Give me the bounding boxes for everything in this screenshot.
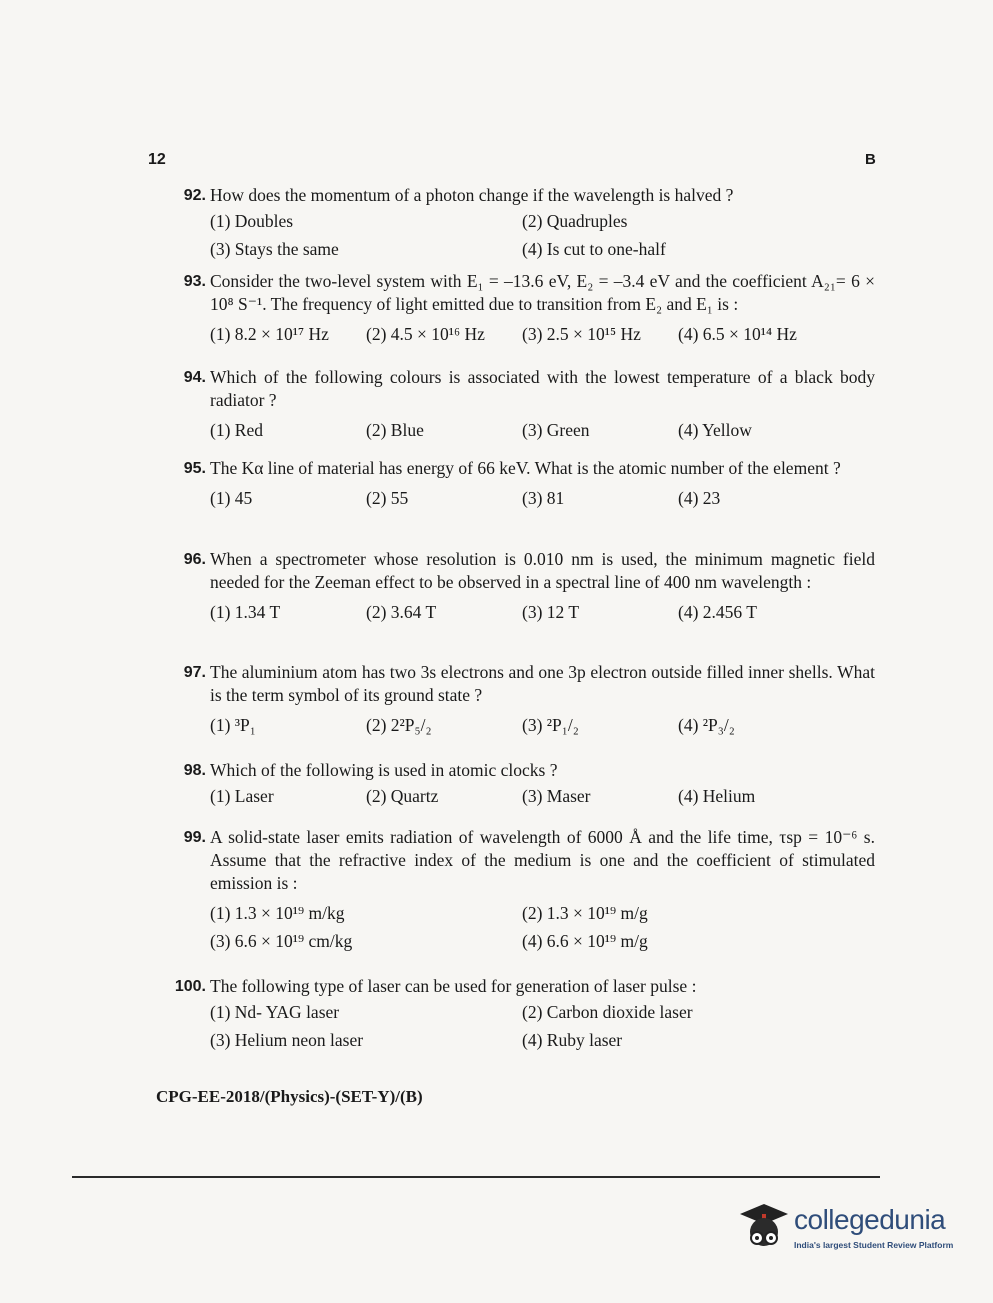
footer-rule: [72, 1176, 880, 1178]
question-98: [160, 759, 875, 810]
options: [210, 207, 875, 263]
option-3: (3) Helium neon laser: [210, 1030, 364, 1050]
question-text: Which of the following colours is associated with the lowest temperature of a black body radiator ?: [210, 367, 875, 410]
options: [210, 484, 875, 512]
question-text: The following type of laser can be used for generation of laser pulse :: [210, 976, 697, 996]
option-1: (1) 1.34 T: [210, 602, 281, 622]
option-2: (2) 3.64 T: [366, 602, 437, 622]
option-3: (3) Stays the same: [210, 239, 339, 259]
question-95: [160, 457, 875, 512]
option-2: (2) 55: [366, 488, 409, 508]
question-text: A solid-state laser emits radiation of wavelength of 6000 Å and the life time, τsp = 10⁻⁶ s. Assume that the refractive index of the medium is one and the coefficient of stimulated emission is :: [210, 827, 875, 893]
options: [210, 782, 875, 810]
question-text: Which of the following is used in atomic clocks ?: [210, 760, 558, 780]
question-97: [160, 661, 875, 739]
question-number: 98.: [183, 762, 206, 779]
question-number: 94.: [183, 369, 206, 386]
options: [210, 598, 875, 626]
option-2: (2) Carbon dioxide laser: [522, 1002, 693, 1022]
collegedunia-watermark: [736, 1198, 966, 1258]
question-number: 95.: [183, 460, 206, 477]
options: [210, 416, 875, 444]
option-4: (4) 6.6 × 10¹⁹ m/g: [522, 931, 648, 951]
option-4: (4) 6.5 × 10¹⁴ Hz: [678, 324, 797, 344]
question-number: 100.: [174, 978, 206, 995]
option-3: (3) 12 T: [522, 602, 580, 622]
option-3: (3) 6.6 × 10¹⁹ cm/kg: [210, 931, 353, 951]
question-99: [160, 826, 875, 955]
question-96: [160, 548, 875, 626]
option-2: (2) Quadruples: [522, 211, 628, 231]
graduate-mascot-icon: [736, 1198, 792, 1254]
paper-code: CPG-EE-2018/(Physics)-(SET-Y)/(B): [156, 1087, 423, 1106]
question-100: [160, 975, 875, 1054]
question-93: [160, 270, 875, 348]
option-2: (2) Blue: [366, 420, 424, 440]
option-2: (2) Quartz: [366, 786, 439, 806]
option-2: (2) 1.3 × 10¹⁹ m/g: [522, 903, 648, 923]
option-1: (1) Doubles: [210, 211, 294, 231]
option-3: (3) 81: [522, 488, 565, 508]
option-4: (4) 2.456 T: [678, 602, 757, 622]
option-1: (1) 45: [210, 488, 253, 508]
question-92: [160, 184, 875, 263]
question-number: 93.: [183, 273, 206, 290]
question-text: The aluminium atom has two 3s electrons and one 3p electron outside filled inner shells. What is the term symbol of its ground state ?: [210, 662, 875, 705]
options: [210, 899, 875, 955]
options: [210, 711, 875, 739]
options: [210, 998, 875, 1054]
question-number: 96.: [183, 551, 206, 568]
option-4: (4) ²P₃/₂: [678, 715, 735, 735]
option-1: (1) Laser: [210, 786, 274, 806]
option-2: (2) 2²P₅/₂: [366, 715, 432, 735]
option-1: (1) 1.3 × 10¹⁹ m/kg: [210, 903, 345, 923]
option-1: (1) Nd- YAG laser: [210, 1002, 340, 1022]
question-text: How does the momentum of a photon change if the wavelength is halved ?: [210, 185, 734, 205]
option-1: (1) 8.2 × 10¹⁷ Hz: [210, 324, 329, 344]
option-3: (3) Maser: [522, 786, 591, 806]
option-4: (4) Ruby laser: [522, 1030, 623, 1050]
brand-tagline: India's largest Student Review Platform: [794, 1240, 954, 1250]
option-4: (4) Is cut to one-half: [522, 239, 666, 259]
question-number: 97.: [183, 664, 206, 681]
option-3: (3) ²P₁/₂: [522, 715, 579, 735]
question-number: 92.: [183, 187, 206, 204]
set-letter: B: [865, 151, 876, 168]
option-4: (4) Yellow: [678, 420, 752, 440]
option-1: (1) Red: [210, 420, 263, 440]
options: [210, 320, 875, 348]
question-text: The Kα line of material has energy of 66 keV. What is the atomic number of the element ?: [210, 458, 841, 478]
option-2: (2) 4.5 × 10¹⁶ Hz: [366, 324, 485, 344]
question-text: Consider the two-level system with E₁ = –13.6 eV, E₂ = –3.4 eV and the coefficient A₂₁= 6 × 10⁸ S⁻¹. The frequency of light emitted due to transition from E₂ and E₁ is :: [210, 271, 875, 314]
page-number: 12: [148, 151, 166, 168]
option-1: (1) ³P₁: [210, 715, 256, 735]
question-text: When a spectrometer whose resolution is 0.010 nm is used, the minimum magnetic field needed for the Zeeman effect to be observed in a spectral line of 400 nm wavelength :: [210, 549, 875, 592]
brand-name: collegedunia: [794, 1204, 946, 1235]
question-number: 99.: [183, 829, 206, 846]
option-4: (4) 23: [678, 488, 721, 508]
option-4: (4) Helium: [678, 786, 756, 806]
question-94: [160, 366, 875, 444]
option-3: (3) 2.5 × 10¹⁵ Hz: [522, 324, 641, 344]
option-3: (3) Green: [522, 420, 590, 440]
